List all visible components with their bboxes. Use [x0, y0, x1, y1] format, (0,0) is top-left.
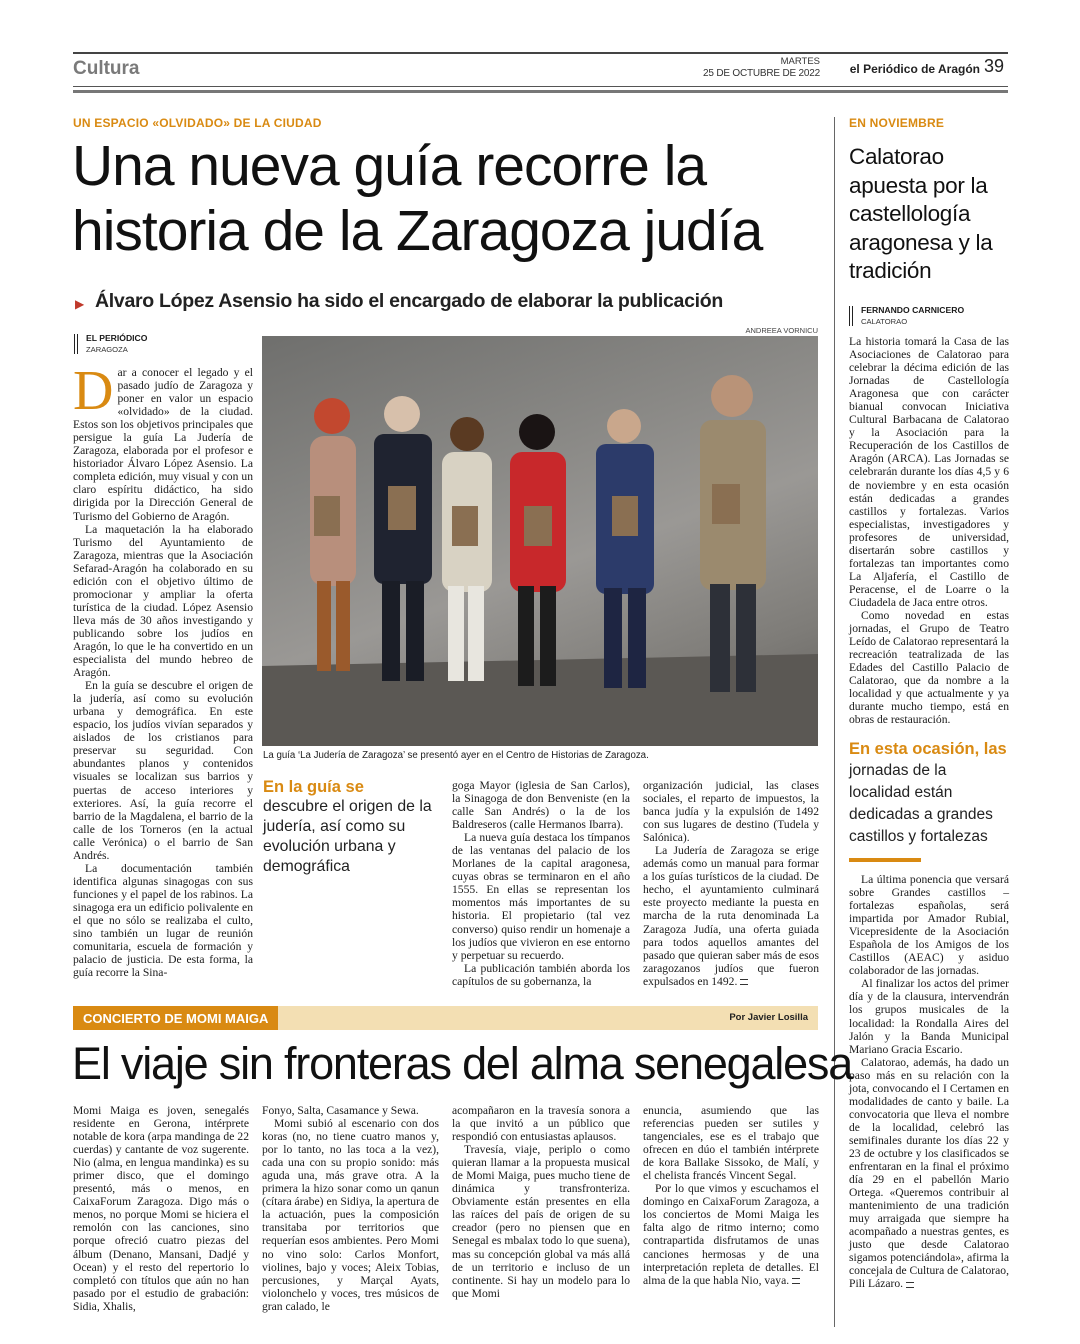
photo-caption: La guía ‘La Judería de Zaragoza’ se presentó ayer en el Centro de Historias de Zaragoza.: [263, 750, 649, 761]
page-number: 39: [984, 56, 1005, 76]
concert-column-1: [73, 1104, 249, 1313]
main-paragraph-4: La documentación también identifica algunas sinagogas con sus funciones y el papel de los rabinos. La sinagoga era un edificio polivalente en el que no sólo se realizaba el culto, sino también un lugar de reunión comunitaria, escuela de formación y palacio de justicia. De esta forma, la guía recorre la Sina-: [73, 861, 253, 980]
main-paragraph-6: La nueva guía destaca los tímpanos de las ventanas del palacio de los Morlanes de la capital aragonesa, cuyas obras se terminaron en el año 1555. En ellas se representan los momentos más importantes de su historia. El propietario (tal vez converso) quiso rendir un homenaje a los judíos que vivieron en ese entorno y perpetuar su recuerdo.: [452, 831, 630, 962]
person-2: [374, 396, 432, 681]
side-headline: Calatorao apuesta por la castellología aragonesa y la tradición: [849, 144, 993, 283]
side-byline-marker: [849, 306, 853, 326]
photo-credit: ANDREEA VORNICU: [745, 326, 818, 335]
main-paragraph-7: La publicación también aborda los capítulos de su gobernanza, la: [452, 961, 630, 988]
byline-marker: [74, 334, 78, 354]
header-top-rule: [73, 52, 1008, 54]
header-date: 25 DE OCTUBRE DE 2022: [703, 68, 820, 79]
concert-author: Por Javier Losilla: [729, 1012, 808, 1023]
main-pull-quote-lead: En la guía se: [263, 778, 364, 796]
concert-column-4: [643, 1104, 819, 1287]
main-kicker: UN ESPACIO «OLVIDADO» DE LA CIUDAD: [73, 116, 322, 130]
main-pull-quote-text: descubre el origen de la judería, así como su evolución urbana y demográfica: [263, 798, 432, 875]
concert-paragraph-7: Por lo que vimos y escuchamos el domingo en CaixaForum Zaragoza, a los conciertos de Momi Maiga les falta algo de ritmo interno; como contrapartida disfrutamos de unas canciones hermosas y de una interpretación repleta de detalles. El alma de la que habla Nio, vaya.: [643, 1182, 819, 1287]
concert-paragraph-2: Fonyo, Salta, Casamance y Sewa.: [262, 1104, 419, 1117]
main-headline-line2: historia de la Zaragoza judía: [72, 199, 763, 263]
side-byline-name: FERNANDO CARNICERO: [861, 305, 965, 315]
side-pull-quote-text: jornadas de la localidad están dedicadas a grandes castillos y fortalezas: [849, 762, 993, 845]
concert-headline: El viaje sin fronteras del alma senegalesa: [72, 1038, 853, 1089]
main-column-1: [73, 360, 253, 980]
side-pull-quote-rule: [849, 858, 921, 862]
header-bottom-rule: [73, 86, 1008, 87]
concert-paragraph-5: Travesía, viaje, periplo o como quieran llamar a la propuesta musical de Momi Maiga, pues mucho tiene de dinámica y transfronteriza. Obviamente están presentes en ella las raíces del país de origen de su creador (pero no piensen que en Senegal es mbalax todo lo que suena), mas su concepción global va más allá de un territorio e incluso de un continente. Si hay un modelo para lo que Momi: [452, 1143, 630, 1300]
concert-paragraph-3: Momi subió al escenario con dos koras (no, no tiene cuatro manos y, por lo tanto, no las toca a la vez), cada una con su propio sonido: más aguda una, más grave otra. A la primera la hizo sonar como un qanun (cítara árabe) en Sidiya, la apertura de la actuación, pues la composición transitaba por territorios que requerían esos ambientes. Pero Momi no vino solo: Carlos Monfort, violines, bajo y voces; Aleix Tobias, percusiones, y Marçal Ayats, violonchelo y voces, tres músicos de gran calado, le: [262, 1117, 439, 1313]
main-headline-line1: Una nueva guía recorre la: [72, 134, 707, 198]
side-column-2: [849, 873, 1009, 1291]
header-day: MARTES: [780, 56, 820, 67]
person-4: [510, 414, 566, 686]
main-paragraph-5: goga Mayor (iglesia de San Carlos), la Sinagoga de don Benveniste (en la calle San Andrés) o la de los Baldreseros (calle Hermanos Ibarra).: [452, 779, 630, 832]
concert-paragraph-4: acompañaron en la travesía sonora a la que invitó a un público que respondió con entusiastas aplausos.: [452, 1104, 630, 1144]
subhead-arrow-icon: ▶: [75, 297, 85, 311]
side-end-mark-icon: [906, 1282, 914, 1288]
main-paragraph-1: ar a conocer el legado y el pasado judío de Zaragoza y poner en valor un espacio «olvidado» de la ciudad. Estos son los objetivos principales que persigue la guía La Judería de Zaragoza, elaborada por el profesor e historiador Álvaro López Asensio. La completa edición, muy visual y con un claro espíritu didáctico, ha sido dirigida por la Dirección General de Turismo del Gobierno de Aragón.: [73, 366, 253, 523]
concert-kicker: CONCIERTO DE MOMI MAIGA: [73, 1006, 278, 1030]
main-paragraph-8: organización judicial, las clases sociales, el reparto de impuestos, la banca judía y la expulsión de 1492 con sus lugares de destino (Tudela y Salónica).: [643, 779, 819, 845]
person-6: [700, 375, 766, 692]
person-5: [596, 409, 654, 688]
side-paragraph-5: Calatorao, además, ha dado un paso más en su relación con la jota, convocando el I Certamen en modalidades de canto y baile. La convocatoria que lleva el nombre de la localidad, celebró las semifinales durante los días 22 y 23 de octubre y los clasificados se enfrentaran en la final el próximo día 29 en el pabellón Mario Ortega. «Queremos contribuir al mantenimiento de una tradición muy arraigada que siempre ha acompañado a nuestras gentes, es justo que desde Calatorao sigamos potenciándola», afirma la concejala de Cultura de Calatorao, Pili Lázaro.: [849, 1055, 1009, 1291]
concert-column-2: [262, 1104, 439, 1313]
side-column: [849, 335, 1009, 726]
header-bottom-rule-2: [73, 90, 1008, 93]
newspaper-name: el Periódico de Aragón: [849, 62, 980, 76]
side-pull-quote-lead: En esta ocasión, las: [849, 740, 1007, 758]
main-byline-place: ZARAGOZA: [86, 345, 128, 354]
main-paragraph-9: La Judería de Zaragoza se erige además como un manual para formar a los guías turísticos de la ciudad. De hecho, el ayuntamiento culminará este proyecto mediante la puesta en marcha de la ruta denominada La Zaragoza Judía, una oferta guiada para todos aquellos amantes del pasado que quieran saber más de esos zaragozanos judíos que fueron expulsados en 1492.: [643, 844, 819, 988]
side-paragraph-4: Al finalizar los actos del primer día y de la clausura, intervendrán los grupos musicales de la localidad: la Rondalla Aires del Jalón y la Banda Municipal Mariano Gracia Escario.: [849, 977, 1009, 1056]
main-pull-quote: [263, 778, 438, 877]
side-paragraph-2: Como novedad en estas jornadas, el Grupo de Teatro Leído de Calatorao representará la recreación teatralizada de las Edades del Castillo Palacio de Calatorao, que da nombre a la localidad y que actualmente y ya durante mucho tiempo, está en obras de restauración.: [849, 608, 1009, 727]
main-paragraph-3: En la guía se descubre el origen de la judería, así como su evolución urbana y demográfica. En este espacio, los judíos vivían separados y aislados de los cristianos para preservar su seguridad. Con abundantes planos y contenidos visuales se localizan sus barrios y puertas de acceso interiores y exteriores. Así, la guía recorre el barrio de la Magdalena, el barrio de la calle de los Torneros (en la actual calle Verónica) o el barrio de San Andrés.: [73, 679, 253, 862]
side-paragraph-3: La última ponencia que versará sobre Grandes castillos –fortalezas españolas, será impartida por Amador Rubial, Vicepresidente de la Asociación Española de los Amigos de los Castillos (AEAC) y asiduo colaborador de las jornadas.: [849, 873, 1009, 978]
concert-column-3: [452, 1104, 630, 1300]
main-byline-name: EL PERIÓDICO: [86, 333, 148, 343]
person-1: [310, 398, 356, 671]
main-paragraph-2: La maquetación la ha elaborado Turismo del Ayuntamiento de Zaragoza, mientras que la Asociación Sefarad-Aragón ha colaborado en su edición con el objetivo último de promocionar y ampliar la oferta turística de la ciudad. López Asensio lleva más de 30 años investigando y publicando sobre los judíos en Aragón, lo que le ha convertido en un especialista del mundo hebreo de Aragón.: [73, 522, 253, 680]
drop-cap: D: [73, 360, 114, 422]
person-3: [442, 417, 492, 681]
main-subhead: Álvaro López Asensio ha sido el encargado de elaborar la publicación: [95, 290, 723, 312]
concert-paragraph-1: Momi Maiga es joven, senegalés residente en Gerona, intérprete notable de kora (arpa mandinga de 22 cuerdas) y cantante de voz sugerente. Nio (alma, en lengua mandinka) es su primer disco, que el domingo presentó, más o menos, en CaixaForum Zaragoza. Digo más o menos, no porque Momi se hiciera el remolón con las canciones, sino porque ofreció cuatro piezas del álbum (Denano, Mansani, Dadjé y Ocean) y el resto del repertorio lo completó con títulos que aún no han pasado por el estudio de grabación: Sidia, Xhalis,: [73, 1104, 249, 1313]
end-mark-icon: [740, 979, 748, 985]
sidebar-divider: [834, 117, 835, 1327]
section-label: Cultura: [73, 58, 140, 79]
side-pull-quote: [849, 738, 1009, 848]
side-kicker: EN NOVIEMBRE: [849, 116, 945, 130]
main-column-3: [452, 779, 630, 988]
main-column-4: [643, 779, 819, 988]
main-photo: [262, 336, 818, 746]
concert-paragraph-6: enuncia, asumiendo que las referencias pueden ser sutiles y tangenciales, ese es el trabajo que ofrecen en dúo el también intérprete de kora Ballake Sissoko, de Malí, y el chelista francés Vincent Segal.: [643, 1104, 819, 1183]
side-byline-place: CALATORAO: [861, 317, 908, 326]
photo-illustration: [262, 336, 818, 746]
concert-end-mark-icon: [792, 1278, 800, 1284]
side-paragraph-1: La historia tomará la Casa de las Asociaciones de Calatorao para celebrar la décima edición de las Jornadas de Castellología Aragonesa que con carácter bianual convocan Iniciativa Cultural Barbacana de Calatorao y la Asociación para la Recuperación de los Castillos de Aragón (ARCA). Las Jornadas se celebrarán durante los días 4,5 y 6 de noviembre y en esta ocasión están dedicadas a grandes castillos y fortalezas. Varios especialistas, investigadores y profesores de universidad, disertarán sobre castillos y fortalezas tan importantes como La Aljafería, el Castillo de Peracense, el de Loarre o la Ciudadela de Jaca entre otros.: [849, 335, 1009, 609]
